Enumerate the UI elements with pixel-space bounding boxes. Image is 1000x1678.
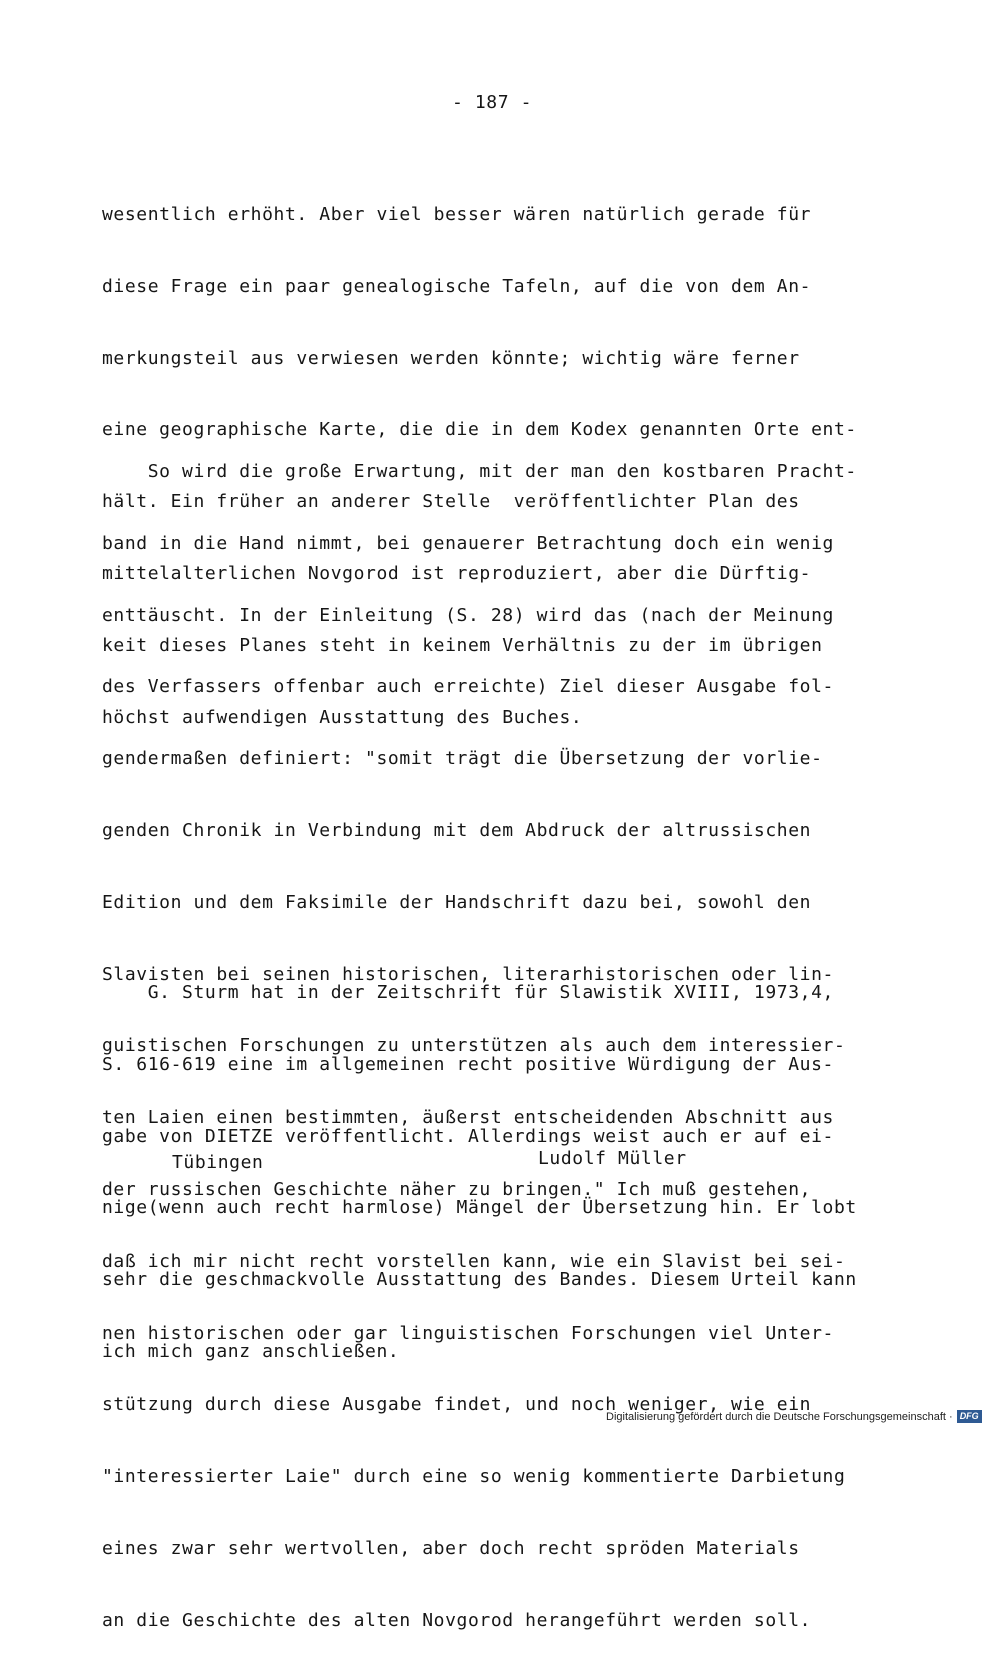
text-line: eines zwar sehr wertvollen, aber doch recht spröden Materials: [102, 1537, 800, 1559]
page-number: - 187 -: [452, 92, 533, 113]
text-line: nige(wenn auch recht harmlose) Mängel der Übersetzung hin. Er lobt: [102, 1197, 857, 1219]
text-line: eine geographische Karte, die die in dem Kodex genannten Orte ent-: [102, 419, 857, 441]
text-line: merkungsteil aus verwiesen werden könnte; wichtig wäre ferner: [102, 347, 800, 369]
text-line: des Verfassers offenbar auch erreichte) Ziel dieser Ausgabe fol-: [102, 676, 834, 698]
text-line: wesentlich erhöht. Aber viel besser wären natürlich gerade für: [102, 204, 812, 225]
text-line: der russischen Geschichte näher zu bringen." Ich muß gestehen,: [102, 1178, 812, 1200]
text-line: guistischen Forschungen zu unterstützen als auch dem interessier-: [102, 1035, 846, 1057]
text-line: an die Geschichte des alten Novgorod herangeführt werden soll.: [102, 1609, 812, 1631]
text-line: sehr die geschmackvolle Ausstattung des Bandes. Diesem Urteil kann: [102, 1269, 857, 1291]
digitization-footer: [606, 1410, 982, 1423]
text-line: genden Chronik in Verbindung mit dem Abdruck der altrussischen: [102, 819, 812, 841]
text-line: "interessierter Laie" durch eine so wenig kommentierte Darbietung: [102, 1466, 846, 1488]
text-line: nen historischen oder gar linguistischen Forschungen viel Unter-: [102, 1322, 834, 1344]
text-line: G. Sturm hat in der Zeitschrift für Slawistik XVIII, 1973,4,: [102, 982, 834, 1003]
text-line: band in die Hand nimmt, bei genauerer Betrachtung doch ein wenig: [102, 532, 834, 554]
text-line: hält. Ein früher an anderer Stelle veröffentlichter Plan des: [102, 491, 800, 513]
text-line: S. 616-619 eine im allgemeinen recht positive Würdigung der Aus-: [102, 1053, 834, 1075]
text-line: enttäuscht. In der Einleitung (S. 28) wird das (nach der Meinung: [102, 604, 834, 626]
text-line: Edition und dem Faksimile der Handschrift dazu bei, sowohl den: [102, 891, 812, 913]
text-line: ten Laien einen bestimmten, äußerst entscheidenden Abschnitt aus: [102, 1107, 834, 1129]
signature-author: Ludolf Müller: [538, 1148, 687, 1169]
signature-place: Tübingen: [172, 1152, 264, 1173]
text-line: mittelalterlichen Novgorod ist reproduziert, aber die Dürftig-: [102, 562, 812, 584]
footer-credit-text: Digitalisierung gefördert durch die Deutsche Forschungsgemeinschaft ·: [606, 1410, 953, 1423]
text-line: gendermaßen definiert: "somit trägt die Übersetzung der vorlie-: [102, 748, 823, 770]
dfg-logo-icon: DFG: [957, 1410, 982, 1423]
text-line: diese Frage ein paar genealogische Tafeln, auf die von dem An-: [102, 275, 812, 297]
text-line: So wird die große Erwartung, mit der man den kostbaren Pracht-: [102, 461, 857, 482]
text-line: ich mich ganz anschließen.: [102, 1340, 400, 1362]
text-line: Slavisten bei seinen historischen, literarhistorischen oder lin-: [102, 963, 834, 985]
text-line: gabe von DIETZE veröffentlicht. Allerdings weist auch er auf ei-: [102, 1125, 834, 1147]
text-line: keit dieses Planes steht in keinem Verhältnis zu der im übrigen: [102, 634, 823, 656]
text-line: höchst aufwendigen Ausstattung des Buches.: [102, 706, 583, 728]
text-line: stützung durch diese Ausgabe findet, und noch weniger, wie ein: [102, 1394, 812, 1416]
text-line: daß ich mir nicht recht vorstellen kann, wie ein Slavist bei sei-: [102, 1250, 846, 1272]
